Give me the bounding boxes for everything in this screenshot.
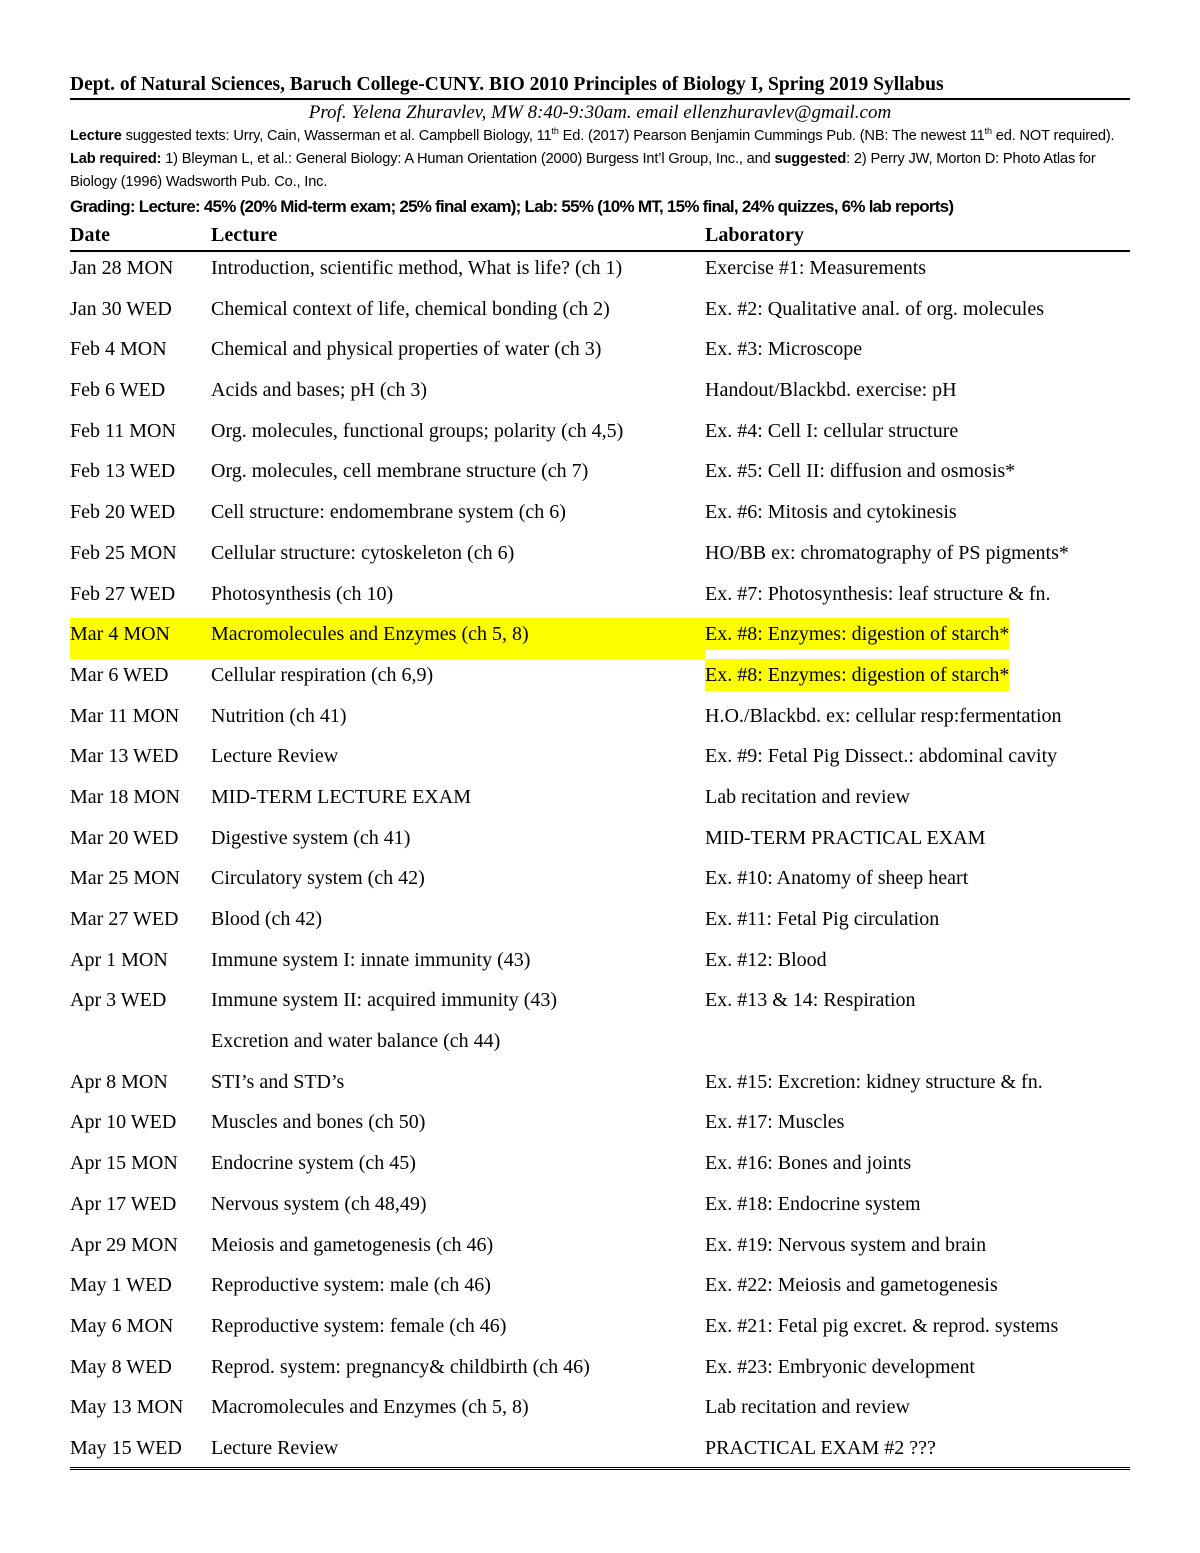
row-lecture: Lecture Review: [211, 1436, 339, 1459]
lab-text: 1) Bleyman L, et al.: General Biology: A Human Orientation (2000) Burgess Int’l Group, Inc., and: [161, 151, 775, 167]
lecture-sup: th: [551, 126, 559, 137]
row-date: Jan 30 WED: [70, 297, 172, 320]
row-lecture: Org. molecules, functional groups; polarity (ch 4,5): [211, 419, 624, 442]
row-laboratory-cell: [705, 1025, 1130, 1066]
row-date: May 1 WED: [70, 1274, 172, 1297]
row-laboratory: Ex. #4: Cell I: cellular structure: [705, 419, 959, 442]
row-lecture: Nutrition (ch 41): [211, 704, 347, 727]
row-laboratory: Ex. #13 & 14: Respiration: [705, 989, 916, 1012]
grading-line: Grading: Lecture: 45% (20% Mid-term exam; 25% final exam); Lab: 55% (10% MT, 15% final, 24% quizzes, 6% lab reports): [70, 197, 954, 216]
table-row: [70, 903, 1130, 944]
table-row: [70, 252, 1130, 293]
table-row: [70, 374, 1130, 415]
row-lecture: Digestive system (ch 41): [211, 826, 411, 849]
row-laboratory: Ex. #8: Enzymes: digestion of starch*: [705, 618, 1009, 650]
table-row: [70, 1229, 1130, 1270]
row-laboratory: Ex. #19: Nervous system and brain: [705, 1233, 987, 1256]
table-row: [70, 1147, 1130, 1188]
row-lecture: Blood (ch 42): [211, 908, 323, 930]
row-date: Apr 10 WED: [70, 1111, 177, 1134]
row-laboratory: Ex. #3: Microscope: [705, 338, 863, 361]
row-lecture: MID-TERM LECTURE EXAM: [211, 785, 471, 808]
row-date: Mar 25 MON: [70, 867, 180, 890]
row-laboratory: MID-TERM PRACTICAL EXAM: [705, 826, 986, 849]
row-date: Feb 25 MON: [70, 541, 177, 564]
table-row: [70, 1066, 1130, 1107]
row-date: Mar 20 WED: [70, 826, 179, 849]
table-row: [70, 1188, 1130, 1229]
row-laboratory: HO/BB ex: chromatography of PS pigments*: [705, 541, 1069, 564]
row-laboratory: Handout/Blackbd. exercise: pH: [705, 379, 957, 402]
row-date: Apr 15 MON: [70, 1152, 178, 1175]
row-lecture: Macromolecules and Enzymes (ch 5, 8): [211, 1396, 529, 1419]
row-laboratory: Ex. #5: Cell II: diffusion and osmosis*: [705, 460, 1016, 483]
textbooks-paragraph: [70, 125, 1130, 194]
syllabus-page: [70, 72, 1130, 1472]
row-lecture: Muscles and bones (ch 50): [211, 1111, 426, 1134]
row-laboratory: Ex. #12: Blood: [705, 948, 827, 971]
row-date: Mar 13 WED: [70, 745, 179, 768]
row-lecture: Immune system II: acquired immunity (43): [211, 989, 558, 1012]
row-laboratory: Lab recitation and review: [705, 1396, 910, 1419]
row-lecture: Introduction, scientific method, What is life? (ch 1): [211, 257, 623, 279]
table-row: [70, 537, 1130, 578]
row-laboratory-cell: [705, 1432, 1130, 1473]
row-lecture: STI’s and STD’s: [211, 1070, 345, 1093]
row-laboratory: Ex. #16: Bones and joints: [705, 1152, 912, 1175]
row-laboratory-cell: [705, 1147, 1130, 1188]
row-laboratory-cell: [705, 659, 1130, 700]
row-laboratory-cell: [705, 1229, 1130, 1270]
row-laboratory-cell: [705, 944, 1130, 985]
row-laboratory-cell: [705, 455, 1130, 496]
table-row: [70, 781, 1130, 822]
table-row: [70, 333, 1130, 374]
row-lecture: Lecture Review: [211, 745, 339, 768]
row-date: Apr 29 MON: [70, 1233, 178, 1256]
row-laboratory-cell: [705, 700, 1130, 741]
table-row: [70, 1351, 1130, 1392]
row-laboratory-cell: [705, 822, 1130, 863]
table-row: [70, 1269, 1130, 1310]
row-laboratory-cell: [705, 903, 1130, 944]
lecture-text-c: ed. NOT required).: [991, 128, 1115, 144]
row-laboratory: Ex. #8: Enzymes: digestion of starch*: [705, 659, 1009, 691]
row-laboratory: PRACTICAL EXAM #2 ???: [705, 1436, 936, 1459]
table-row: [70, 618, 1130, 659]
column-header-laboratory: Laboratory: [705, 224, 804, 246]
lab-label: Lab required:: [70, 151, 162, 167]
row-laboratory: Ex. #17: Muscles: [705, 1111, 845, 1134]
row-laboratory-cell: [705, 537, 1130, 578]
row-lecture: Endocrine system (ch 45): [211, 1152, 416, 1175]
table-row: [70, 1432, 1130, 1473]
row-lecture: Reprod. system: pregnancy& childbirth (ch 46): [211, 1355, 590, 1378]
row-laboratory: Ex. #15: Excretion: kidney structure & fn.: [705, 1070, 1043, 1093]
table-row: [70, 944, 1130, 985]
row-laboratory-cell: [705, 333, 1130, 374]
row-date: Apr 3 WED: [70, 989, 167, 1012]
row-laboratory-cell: [705, 1106, 1130, 1147]
row-laboratory: Ex. #21: Fetal pig excret. & reprod. systems: [705, 1314, 1059, 1337]
row-date: Jan 28 MON: [70, 257, 174, 279]
row-lecture: Reproductive system: female (ch 46): [211, 1314, 507, 1337]
table-row: [70, 822, 1130, 863]
row-laboratory: Ex. #6: Mitosis and cytokinesis: [705, 501, 957, 524]
row-date: May 13 MON: [70, 1396, 184, 1419]
suggested-label: suggested: [774, 151, 847, 167]
row-laboratory-cell: [705, 1188, 1130, 1229]
row-date: Feb 13 WED: [70, 460, 176, 483]
row-date: [70, 1025, 211, 1066]
row-lecture: Immune system I: innate immunity (43): [211, 948, 531, 971]
table-row: [70, 700, 1130, 741]
page-title: Dept. of Natural Sciences, Baruch College-CUNY. BIO 2010 Principles of Biology I, Spring 2019 Syllabus: [70, 74, 944, 95]
row-laboratory-cell: [705, 415, 1130, 456]
row-laboratory: Ex. #23: Embryonic development: [705, 1355, 975, 1378]
table-row: [70, 578, 1130, 619]
row-date: May 6 MON: [70, 1314, 174, 1337]
schedule-table-body: [70, 252, 1130, 1473]
row-date: Mar 18 MON: [70, 785, 180, 808]
row-date: May 15 WED: [70, 1436, 182, 1459]
table-row: [70, 455, 1130, 496]
table-row: [70, 293, 1130, 334]
row-laboratory-cell: [705, 1269, 1130, 1310]
row-laboratory-cell: [705, 1310, 1130, 1351]
row-laboratory-cell: [705, 781, 1130, 822]
row-lecture: Cellular respiration (ch 6,9): [211, 663, 434, 686]
row-date: Feb 27 WED: [70, 582, 176, 605]
row-lecture: Org. molecules, cell membrane structure (ch 7): [211, 460, 589, 483]
table-row: [70, 415, 1130, 456]
row-lecture: Circulatory system (ch 42): [211, 867, 425, 890]
row-laboratory-cell: [705, 1066, 1130, 1107]
lecture-sup-2: th: [984, 126, 992, 137]
row-date: Feb 11 MON: [70, 419, 176, 442]
row-laboratory: Lab recitation and review: [705, 785, 910, 808]
title-divider: [70, 98, 1130, 100]
row-date: Feb 20 WED: [70, 501, 176, 524]
lecture-label: Lecture: [70, 128, 122, 144]
row-date: May 8 WED: [70, 1355, 172, 1378]
lecture-text-b: Ed. (2017) Pearson Benjamin Cummings Pub. (NB: The newest 11: [558, 128, 985, 144]
row-laboratory-cell: [705, 496, 1130, 537]
table-row: [70, 496, 1130, 537]
table-row: [70, 984, 1130, 1025]
row-laboratory: Ex. #18: Endocrine system: [705, 1192, 921, 1215]
row-date: Mar 27 WED: [70, 908, 179, 930]
table-row: [70, 862, 1130, 903]
row-laboratory-cell: [705, 1391, 1130, 1432]
row-lecture: Photosynthesis (ch 10): [211, 582, 394, 605]
table-row: [70, 659, 1130, 700]
row-laboratory: Ex. #2: Qualitative anal. of org. molecules: [705, 297, 1044, 320]
row-date: Apr 17 WED: [70, 1192, 177, 1215]
column-header-lecture: Lecture: [211, 224, 278, 246]
professor-line: Prof. Yelena Zhuravlev, MW 8:40-9:30am. email ellenzhuravlev@gmail.com: [308, 102, 892, 123]
row-lecture: Meiosis and gametogenesis (ch 46): [211, 1233, 494, 1256]
row-laboratory-cell: [705, 1351, 1130, 1392]
row-date: Mar 11 MON: [70, 704, 180, 727]
row-laboratory: Ex. #10: Anatomy of sheep heart: [705, 867, 969, 890]
row-lecture: Nervous system (ch 48,49): [211, 1192, 427, 1215]
row-date: Feb 6 WED: [70, 379, 166, 402]
row-lecture: Chemical context of life, chemical bonding (ch 2): [211, 297, 610, 320]
row-date: Mar 6 WED: [70, 663, 169, 686]
row-date: Apr 1 MON: [70, 948, 168, 971]
row-date: Mar 4 MON: [70, 618, 211, 659]
row-laboratory: Ex. #7: Photosynthesis: leaf structure & fn.: [705, 582, 1051, 605]
row-laboratory: H.O./Blackbd. ex: cellular resp:fermentation: [705, 704, 1062, 727]
row-date: Apr 8 MON: [70, 1070, 168, 1093]
row-laboratory-cell: [705, 618, 1130, 659]
row-laboratory: Ex. #9: Fetal Pig Dissect.: abdominal cavity: [705, 745, 1058, 768]
row-lecture: Cellular structure: cytoskeleton (ch 6): [211, 541, 515, 564]
lecture-text-a: suggested texts: Urry, Cain, Wasserman et al. Campbell Biology, 11: [121, 128, 552, 144]
row-lecture: Reproductive system: male (ch 46): [211, 1274, 491, 1297]
table-row: [70, 1391, 1130, 1432]
row-laboratory-cell: [705, 374, 1130, 415]
table-row: [70, 1025, 1130, 1066]
table-header: [70, 220, 1130, 250]
suggested-text: : 2) Perry JW, Morton D: Photo Atlas for Biology (1996) Wadsworth Pub. Co., Inc.: [70, 151, 1096, 190]
row-laboratory-cell: [705, 740, 1130, 781]
row-laboratory: Exercise #1: Measurements: [705, 257, 927, 279]
row-lecture: Cell structure: endomembrane system (ch 6): [211, 501, 566, 524]
row-laboratory-cell: [705, 862, 1130, 903]
row-laboratory: Ex. #22: Meiosis and gametogenesis: [705, 1274, 998, 1297]
row-date: Feb 4 MON: [70, 338, 167, 361]
row-laboratory-cell: [705, 984, 1130, 1025]
row-laboratory: Ex. #11: Fetal Pig circulation: [705, 908, 940, 930]
row-laboratory-cell: [705, 578, 1130, 619]
row-laboratory-cell: [705, 252, 1130, 293]
row-lecture: Excretion and water balance (ch 44): [211, 1030, 501, 1053]
row-lecture: Chemical and physical properties of water (ch 3): [211, 338, 602, 361]
table-row: [70, 1106, 1130, 1147]
row-lecture: Acids and bases; pH (ch 3): [211, 379, 428, 402]
column-header-date: Date: [70, 224, 110, 246]
row-lecture: Macromolecules and Enzymes (ch 5, 8): [211, 618, 705, 659]
row-laboratory-cell: [705, 293, 1130, 334]
table-row: [70, 1310, 1130, 1351]
table-row: [70, 740, 1130, 781]
